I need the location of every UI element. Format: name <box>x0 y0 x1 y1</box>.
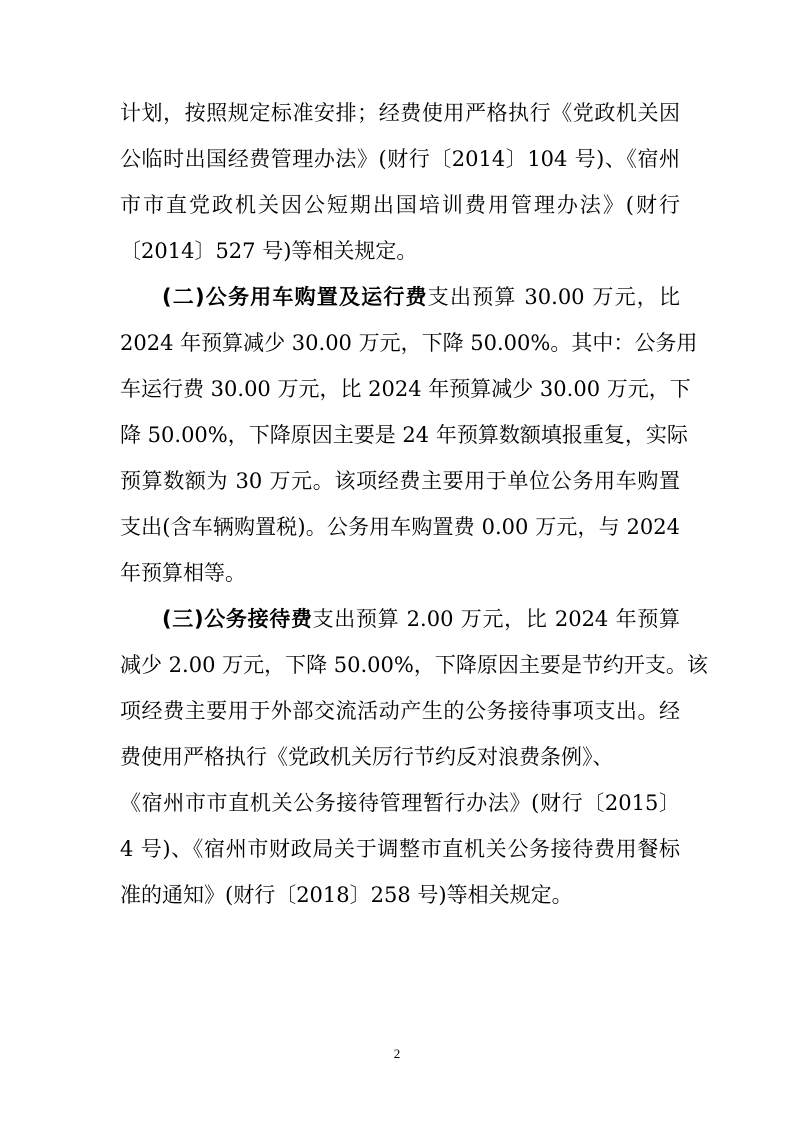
paragraph-2-line-3: 车运行费 30.00 万元，比 2024 年预算减少 30.00 万元，下 <box>120 377 691 401</box>
paragraph-3-line-7: 准的通知》(财行〔2018〕258 号)等相关规定。 <box>120 883 573 907</box>
paragraph-2-line-5: 预算数额为 30 万元。该项经费主要用于单位公务用车购置 <box>120 469 680 493</box>
paragraph-1-line-3: 市市直党政机关因公短期出国培训费用管理办法》(财行 <box>120 193 680 217</box>
section-heading-vehicle: (二)公务用车购置及运行费 <box>162 285 428 309</box>
paragraph-1-line-1: 计划，按照规定标准安排；经费使用严格执行《党政机关因 <box>120 101 680 125</box>
paragraph-3-line-1 <box>162 606 680 632</box>
paragraph-3-line-2: 减少 2.00 万元，下降 50.00%，下降原因主要是节约开支。该 <box>120 653 708 677</box>
paragraph-2-line-7: 年预算相等。 <box>120 561 246 585</box>
paragraph-2-line-2: 2024 年预算减少 30.00 万元，下降 50.00%。其中：公务用 <box>120 331 698 355</box>
paragraph-1-line-4: 〔2014〕527 号)等相关规定。 <box>120 239 418 263</box>
paragraph-1-line-2: 公临时出国经费管理办法》(财行〔2014〕104 号)、《宿州 <box>120 147 680 171</box>
page-number: 2 <box>393 1046 401 1061</box>
section-heading-reception: (三)公务接待费 <box>162 607 313 631</box>
paragraph-2-line-1 <box>162 284 680 310</box>
paragraph-3-line-1-text: 支出预算 2.00 万元，比 2024 年预算 <box>312 607 681 631</box>
paragraph-3-line-6: 4 号)、《宿州市财政局关于调整市直机关公务接待费用餐标 <box>120 837 680 861</box>
paragraph-2-line-4: 降 50.00%，下降原因主要是 24 年预算数额填报重复，实际 <box>120 423 688 447</box>
paragraph-3-line-3: 项经费主要用于外部交流活动产生的公务接待事项支出。经 <box>120 699 680 723</box>
paragraph-3-line-5: 《宿州市市直机关公务接待管理暂行办法》(财行〔2015〕 <box>120 791 680 815</box>
paragraph-2-line-6: 支出(含车辆购置税)。公务用车购置费 0.00 万元，与 2024 <box>120 515 680 539</box>
paragraph-3-line-4: 费使用严格执行《党政机关厉行节约反对浪费条例》、 <box>120 745 614 769</box>
paragraph-2-line-1-text: 支出预算 30.00 万元，比 <box>427 285 681 309</box>
